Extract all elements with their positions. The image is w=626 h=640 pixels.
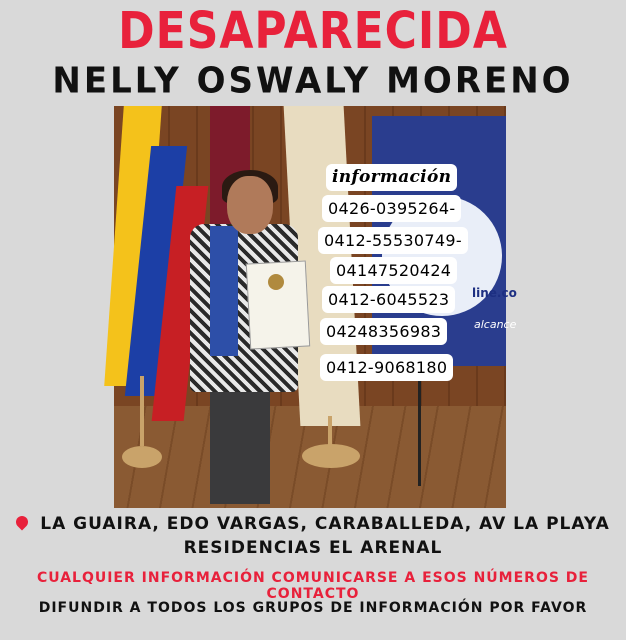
phone-number: 0426-0395264- bbox=[322, 195, 461, 222]
person-name: NELLY OSWALY MORENO bbox=[52, 60, 574, 102]
share-note: DIFUNDIR A TODOS LOS GRUPOS DE INFORMACIÓN POR FAVOR bbox=[38, 600, 588, 616]
graduation-stole bbox=[210, 226, 238, 356]
tripod-stand bbox=[418, 366, 421, 486]
flag-pole bbox=[328, 416, 332, 446]
flag-pole bbox=[140, 376, 144, 446]
poster-title: DESAPARECIDA bbox=[118, 2, 508, 61]
location-pin-icon bbox=[14, 514, 31, 531]
phone-number: 0412-9068180 bbox=[320, 354, 453, 381]
phone-number: 04248356983 bbox=[320, 318, 447, 345]
flag-stand bbox=[302, 444, 360, 468]
diploma-seal bbox=[268, 274, 284, 290]
flag-stand bbox=[122, 446, 162, 468]
phone-number: 04147520424 bbox=[330, 257, 457, 284]
person-face bbox=[227, 176, 273, 234]
address-line-1 bbox=[0, 514, 626, 534]
info-label: información bbox=[326, 164, 457, 191]
address-text: LA GUAIRA, EDO VARGAS, CARABALLEDA, AV LA PLAYA bbox=[40, 514, 610, 534]
address-line-2: RESIDENCIAS EL ARENAL bbox=[183, 538, 443, 558]
phone-number: 0412-6045523 bbox=[322, 286, 455, 313]
banner-text: line.co bbox=[472, 286, 517, 300]
contact-note: CUALQUIER INFORMACIÓN COMUNICARSE A ESOS NÚMEROS DE CONTACTO bbox=[36, 570, 589, 602]
phone-number: 0412-55530749- bbox=[318, 227, 468, 254]
banner-text-secondary: alcance bbox=[474, 318, 517, 331]
